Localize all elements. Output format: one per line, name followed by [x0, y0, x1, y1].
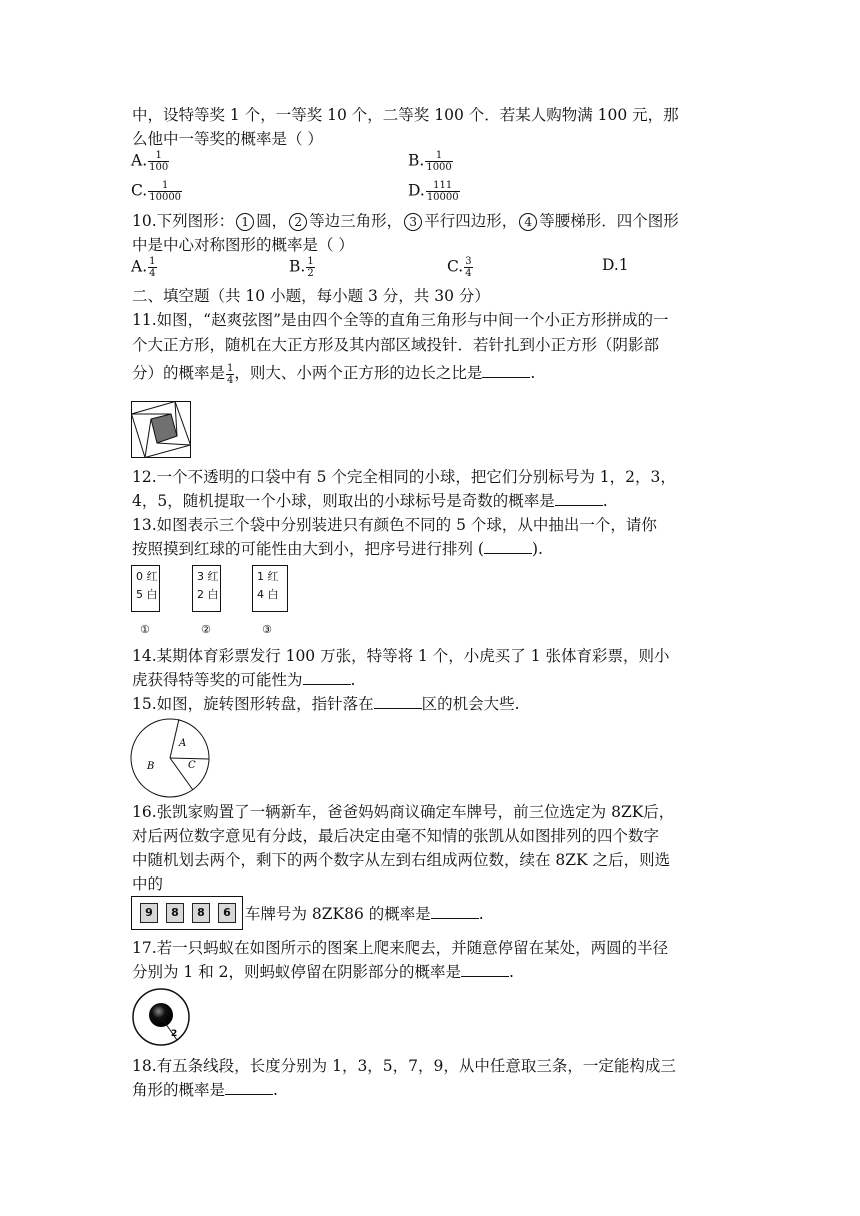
- q16-line5: 车牌号为 8ZK86 的概率是 .: [245, 905, 484, 923]
- circled-number: 4: [519, 213, 537, 231]
- q10-line2: 中是中心对称图形的概率是（ ）: [132, 236, 354, 254]
- fraction: $\frac{1}{100}$: [149, 150, 169, 173]
- fraction: $\frac{1}{4}$: [149, 256, 156, 279]
- digit-card[interactable]: 6: [218, 903, 236, 923]
- q11-line1: 11.如图，“赵爽弦图”是由四个全等的直角三角形与中间一个小正方形拼成的一: [132, 311, 669, 329]
- bag-label-1: ①: [140, 623, 150, 636]
- q9-option-a[interactable]: A. $\frac{1}{100}$: [131, 150, 169, 173]
- circled-number: 2: [289, 213, 307, 231]
- q9-option-c[interactable]: C. $\frac{1}{10000}$: [131, 180, 182, 203]
- inner-shaded-circle: [149, 1003, 173, 1027]
- answer-blank[interactable]: [482, 363, 530, 378]
- digit-card[interactable]: 8: [166, 903, 184, 923]
- digit-cards: [131, 896, 243, 930]
- q9-option-b[interactable]: B. $\frac{1}{1000}$: [408, 150, 452, 173]
- q10-line1: 10.下列图形： 1 圆， 2 等边三角形， 3 平行四边形， 4 等腰梯形．四个图形: [132, 212, 679, 230]
- q18-line2: 角形的概率是 .: [132, 1081, 278, 1099]
- q11-line3: 分）的概率是 $\frac{1}{4}$ ，则大、小两个正方形的边长之比是 .: [132, 362, 536, 386]
- answer-blank[interactable]: [374, 694, 422, 709]
- circled-number: 1: [236, 213, 254, 231]
- sector-label-b: B: [147, 761, 155, 772]
- fraction: $\frac{1}{2}$: [307, 256, 314, 279]
- q9-option-d[interactable]: D. $\frac{111}{10000}$: [408, 180, 459, 203]
- spinner-diagram: [130, 718, 210, 798]
- bag-1: 0 红 5 白: [131, 565, 160, 612]
- digit-card[interactable]: 9: [140, 903, 158, 923]
- answer-blank[interactable]: [303, 670, 351, 685]
- zhao-shuang-diagram: [131, 401, 191, 458]
- digit-card[interactable]: 8: [192, 903, 210, 923]
- fraction: $\frac{111}{10000}$: [426, 180, 459, 203]
- bag-label-3: ③: [262, 623, 272, 636]
- q18-line1: 18.有五条线段，长度分别为 1，3，5，7，9，从中任意取三条，一定能构成三: [132, 1057, 676, 1075]
- sector-label-c: C: [188, 760, 196, 771]
- bag-label-2: ②: [201, 623, 211, 636]
- fraction: $\frac{3}{4}$: [465, 256, 472, 279]
- radius-label: 2: [171, 1029, 178, 1039]
- q16-line4: 中的: [132, 875, 164, 893]
- q16-line2: 对后两位数字意见有分歧，最后决定由毫不知情的张凯从如图排列的四个数字: [132, 827, 660, 845]
- fraction: $\frac{1}{10000}$: [149, 180, 182, 203]
- answer-blank[interactable]: [225, 1080, 273, 1095]
- fraction: $\frac{1}{1000}$: [426, 150, 452, 173]
- bag-3: 1 红 4 白: [252, 565, 288, 612]
- q10-option-b[interactable]: B. $\frac{1}{2}$: [289, 256, 314, 279]
- answer-blank[interactable]: [461, 962, 509, 977]
- q15-line1: 15.如图，旋转图形转盘，指针落在 区的机会大些.: [132, 695, 520, 713]
- q12-line1: 12.一个不透明的口袋中有 5 个完全相同的小球，把它们分别标号为 1，2，3，: [132, 468, 676, 486]
- q10-option-d[interactable]: D.1: [602, 256, 629, 274]
- q17-line1: 17.若一只蚂蚁在如图所示的图案上爬来爬去，并随意停留在某处，两圆的半径: [132, 939, 669, 957]
- q17-line2: 分别为 1 和 2，则蚂蚁停留在阴影部分的概率是 .: [132, 963, 514, 981]
- circled-number: 3: [404, 213, 422, 231]
- q16-line3: 中随机划去两个，剩下的两个数字从左到右组成两位数，续在 8ZK 之后，则选: [132, 851, 671, 869]
- q10-option-a[interactable]: A. $\frac{1}{4}$: [131, 256, 156, 279]
- fraction: $\frac{1}{4}$: [227, 362, 234, 386]
- answer-blank[interactable]: [555, 491, 603, 506]
- q12-line2: 4，5，随机提取一个小球，则取出的小球标号是奇数的概率是 .: [132, 492, 608, 510]
- q13-line1: 13.如图表示三个袋中分别装进只有颜色不同的 5 个球，从中抽出一个，请你: [132, 516, 657, 534]
- q13-line2: 按照摸到红球的可能性由大到小，把序号进行排列 ( ).: [132, 540, 543, 558]
- answer-blank[interactable]: [431, 904, 479, 919]
- concentric-circles-diagram: [130, 988, 192, 1048]
- sector-label-a: A: [179, 738, 187, 749]
- q16-line1: 16.张凯家购置了一辆新车，爸爸妈妈商议确定车牌号，前三位选定为 8ZK后，: [132, 803, 675, 821]
- q9-line2: 么他中一等奖的概率是（ ）: [132, 130, 323, 148]
- q11-line2: 个大正方形，随机在大正方形及其内部区域投针．若针扎到小正方形（阴影部: [132, 336, 660, 354]
- answer-blank[interactable]: [484, 539, 532, 554]
- q14-line2: 虎获得特等奖的可能性为 .: [132, 671, 356, 689]
- q10-option-c[interactable]: C. $\frac{3}{4}$: [447, 256, 472, 279]
- q9-line1: 中，设特等奖 1 个，一等奖 10 个，二等奖 100 个．若某人购物满 100 元，那: [132, 106, 679, 124]
- bag-2: 3 红 2 白: [192, 565, 221, 612]
- section-heading: 二、填空题（共 10 小题，每小题 3 分，共 30 分）: [132, 287, 490, 305]
- q14-line1: 14.某期体育彩票发行 100 万张，特等将 1 个，小虎买了 1 张体育彩票，则小: [132, 647, 670, 665]
